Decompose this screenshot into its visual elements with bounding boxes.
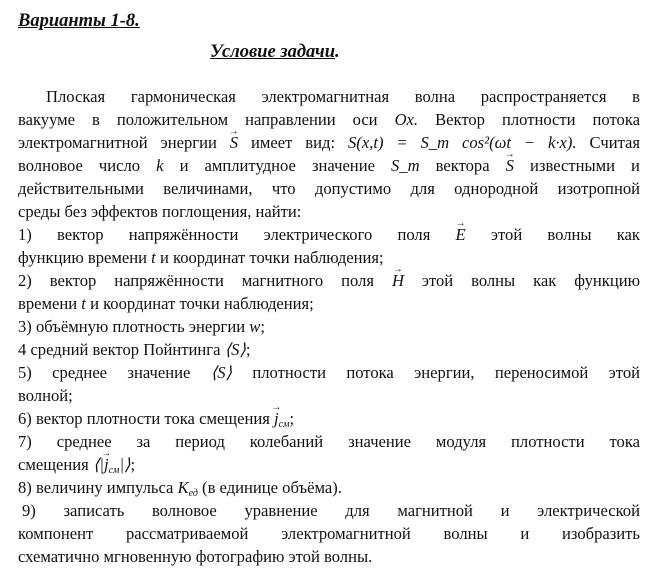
intro-line-1: Плоская гармоническая электромагнитная волна распространяется в <box>46 87 640 106</box>
intro-line-5: действительными величинами, что допустимо для однородной изотропной <box>18 179 640 198</box>
item-1-line-2 <box>18 246 640 269</box>
intro-text: и амплитудное значение <box>179 156 375 175</box>
intro-text: волновое число <box>18 156 141 175</box>
poynting-formula: S(x,t) = S_m cos²(ωt − k·x). <box>348 133 577 152</box>
intro-text: известными и <box>530 156 640 175</box>
item-4 <box>18 338 640 361</box>
item-text: ; <box>289 409 295 428</box>
subscript: см <box>278 419 290 430</box>
item-text: времени <box>18 294 78 313</box>
item-9-line-2: компонент рассматриваемой электромагнитной волны и изобразить <box>18 524 640 543</box>
item-text: ; <box>260 317 265 336</box>
condition-heading-period: . <box>335 42 340 62</box>
vector-s: → S <box>506 154 514 177</box>
item-7-line-2 <box>18 453 640 476</box>
item-text: этой волны как функцию <box>421 271 641 290</box>
item-text: и координат точки наблюдения; <box>159 248 384 267</box>
item-text: 6) вектор плотности тока смещения <box>18 409 270 428</box>
item-5-line-2: волной; <box>18 386 73 405</box>
intro-line-3 <box>18 131 640 154</box>
intro-text: Считая <box>589 133 641 152</box>
condition-heading-text: Условие задачи <box>210 42 336 62</box>
intro-text: имеет вид: <box>251 133 336 152</box>
vector-h: → H <box>392 269 404 292</box>
intro-text: вектора <box>435 156 490 175</box>
item-9-line-3: схематично мгновенную фотографию этой волны. <box>18 547 373 566</box>
bracket-open: ⟨| <box>92 455 104 474</box>
item-2-line-2 <box>18 292 640 315</box>
item-text: и координат точки наблюдения; <box>90 294 314 313</box>
item-text: 5) среднее значение <box>18 363 191 382</box>
item-text: (в единице объёма). <box>202 478 342 497</box>
energy-density-w: w <box>249 317 261 336</box>
item-6 <box>18 407 640 430</box>
momentum-k: K <box>177 478 189 497</box>
intro-text: Вектор плотности потока <box>435 110 641 129</box>
item-text: смещения <box>18 455 89 474</box>
axis-ox: Ox. <box>394 110 419 129</box>
item-text: ; <box>245 340 251 359</box>
item-3 <box>18 315 640 338</box>
item-text: 2) вектор напряжённости магнитного поля <box>18 271 375 290</box>
item-text: ; <box>130 455 136 474</box>
vector-e: → E <box>456 223 466 246</box>
amplitude-sm: S_m <box>391 156 420 175</box>
bracket-close: |⟩ <box>119 455 131 474</box>
item-1-line-1 <box>18 223 640 246</box>
mean-poynting-vector: ⟨S⟩ <box>224 340 246 359</box>
subscript: см <box>108 465 120 476</box>
intro-line-2 <box>18 108 640 131</box>
mean-energy-flux: ⟨S⟩ <box>210 363 233 382</box>
item-5-line-1 <box>18 361 640 384</box>
intro-text: вакууме в положительном направлении оси <box>18 110 378 129</box>
condition-heading <box>210 41 340 64</box>
wave-number-k: k <box>156 156 164 175</box>
item-2-line-1 <box>18 269 640 292</box>
intro-line-6: среды без эффектов поглощения, найти: <box>18 202 302 221</box>
item-8 <box>18 476 640 499</box>
item-text: 4 средний вектор Пойнтинга <box>18 340 221 359</box>
displacement-current-vector: → j <box>104 453 109 476</box>
item-text: плотности потока энергии, переносимой этой <box>252 363 641 382</box>
item-text: 1) вектор напряжённости электрического поля <box>18 225 431 244</box>
time-t: t <box>81 294 86 313</box>
item-7-line-1: 7) среднее за период колебаний значение модуля плотности тока <box>18 432 640 451</box>
item-text: функцию времени <box>18 248 148 267</box>
vector-s: → S <box>230 131 238 154</box>
problem-text <box>18 85 640 568</box>
time-t: t <box>151 248 156 267</box>
item-text: 8) величину импульса <box>18 478 174 497</box>
item-text: этой волны как <box>490 225 640 244</box>
item-9-line-1: 9) записать волновое уравнение для магнитной и электрической <box>22 501 640 520</box>
variants-heading: Варианты 1-8. <box>18 11 140 31</box>
intro-line-4 <box>18 154 640 177</box>
item-text: 3) объёмную плотность энергии <box>18 317 246 336</box>
intro-text: электромагнитной энергии <box>18 133 217 152</box>
subscript: ед <box>188 488 198 499</box>
displacement-current-vector: → j <box>274 407 279 430</box>
